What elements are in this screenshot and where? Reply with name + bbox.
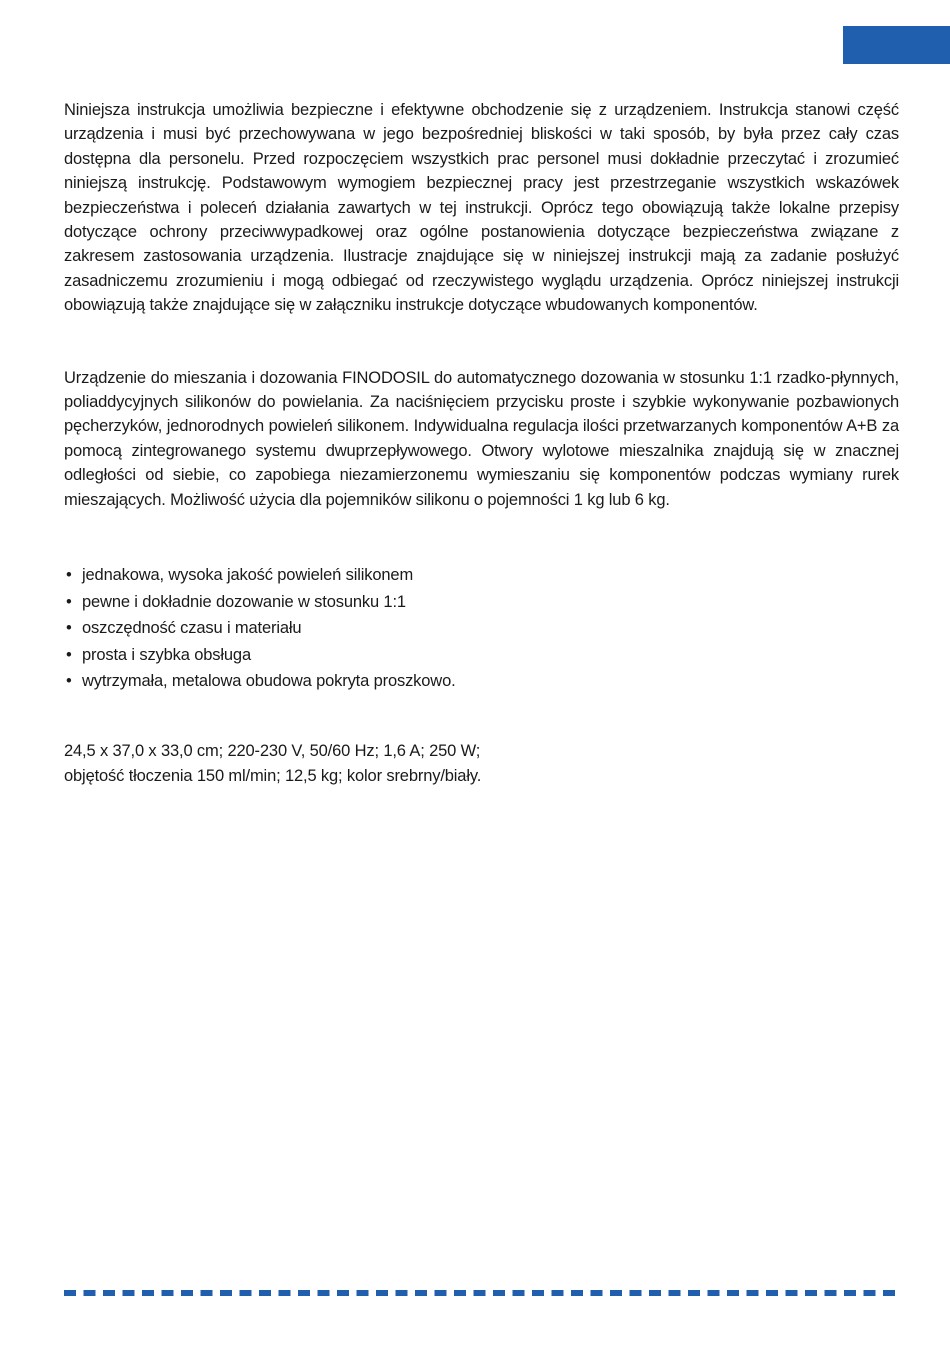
bullet-icon: • bbox=[66, 566, 72, 585]
corner-tab bbox=[843, 26, 950, 64]
feature-text: prosta i szybka obsługa bbox=[82, 645, 251, 664]
feature-text: oszczędność czasu i materiału bbox=[82, 619, 302, 638]
list-item bbox=[64, 562, 899, 589]
feature-text: wytrzymała, metalowa obudowa pokryta proszkowo. bbox=[82, 672, 456, 691]
footer-dashed-divider bbox=[64, 1290, 902, 1296]
list-item bbox=[64, 589, 899, 616]
spec-line-1: 24,5 x 37,0 x 33,0 cm; 220-230 V, 50/60 Hz; 1,6 A; 250 W; bbox=[64, 741, 481, 760]
list-item bbox=[64, 642, 899, 669]
bullet-icon: • bbox=[66, 672, 72, 691]
list-item bbox=[64, 668, 899, 695]
document-body bbox=[64, 98, 899, 789]
bullet-icon: • bbox=[66, 645, 72, 664]
intro-paragraph: Niniejsza instrukcja umożliwia bezpieczne i efektywne obchodzenie się z urządzeniem. Instrukcja stanowi część urządzenia i musi być przechowywana w jego bezpośredniej bliskości w taki sposób, by była przez cały czas dostępna dla personelu. Przed rozpoczęciem wszystkich prac personel musi dokładnie przeczytać i zrozumieć niniejszą instrukcję. Podstawowym wymogiem bezpiecznej pracy jest przestrzeganie wszystkich wskazówek bezpieczeństwa i poleceń działania zawartych w tej instrukcji. Oprócz tego obowiązują także lokalne przepisy dotyczące ochrony przeciwwypadkowej oraz ogólne postanowienia dotyczące bezpieczeństwa związane z zakresem zastosowania urządzenia. Ilustracje znajdujące się w niniejszej instrukcji mają za zadanie posłużyć zasadniczemu zrozumieniu i mogą odbiegać od rzeczywistego wyglądu urządzenia. Oprócz niniejszej instrukcji obowiązują także znajdujące się w załączniku instrukcje dotyczące wbudowanych komponentów. bbox=[64, 101, 899, 315]
description-paragraph: Urządzenie do mieszania i dozowania FINODOSIL do automatycznego dozowania w stosunku 1:1 rzadko-płynnych, poliaddycyjnych silikonów do powielania. Za naciśnięciem przycisku proste i szybkie wykonywanie pozbawionych pęcherzyków, jednorodnych powieleń silikonem. Indywidualna regulacja ilości przetwarzanych komponentów A+B za pomocą zintegrowanego systemu dwuprzepływowego. Otwory wylotowe mieszalnika znajdują się w znacznej odległości od siebie, co zapobiega niezamierzonemu wymieszaniu się komponentów podczas wymiany rurek mieszających. Możliwość użycia dla pojemników silikonu o pojemności 1 kg lub 6 kg. bbox=[64, 368, 899, 509]
spec-line-2: objętość tłoczenia 150 ml/min; 12,5 kg; kolor srebrny/biały. bbox=[64, 766, 482, 785]
list-item bbox=[64, 615, 899, 642]
feature-text: jednakowa, wysoka jakość powieleń silikonem bbox=[82, 566, 414, 585]
feature-text: pewne i dokładnie dozowanie w stosunku 1:1 bbox=[82, 592, 406, 611]
features-list bbox=[64, 562, 899, 695]
specifications bbox=[64, 739, 899, 789]
bullet-icon: • bbox=[66, 592, 72, 611]
bullet-icon: • bbox=[66, 619, 72, 638]
